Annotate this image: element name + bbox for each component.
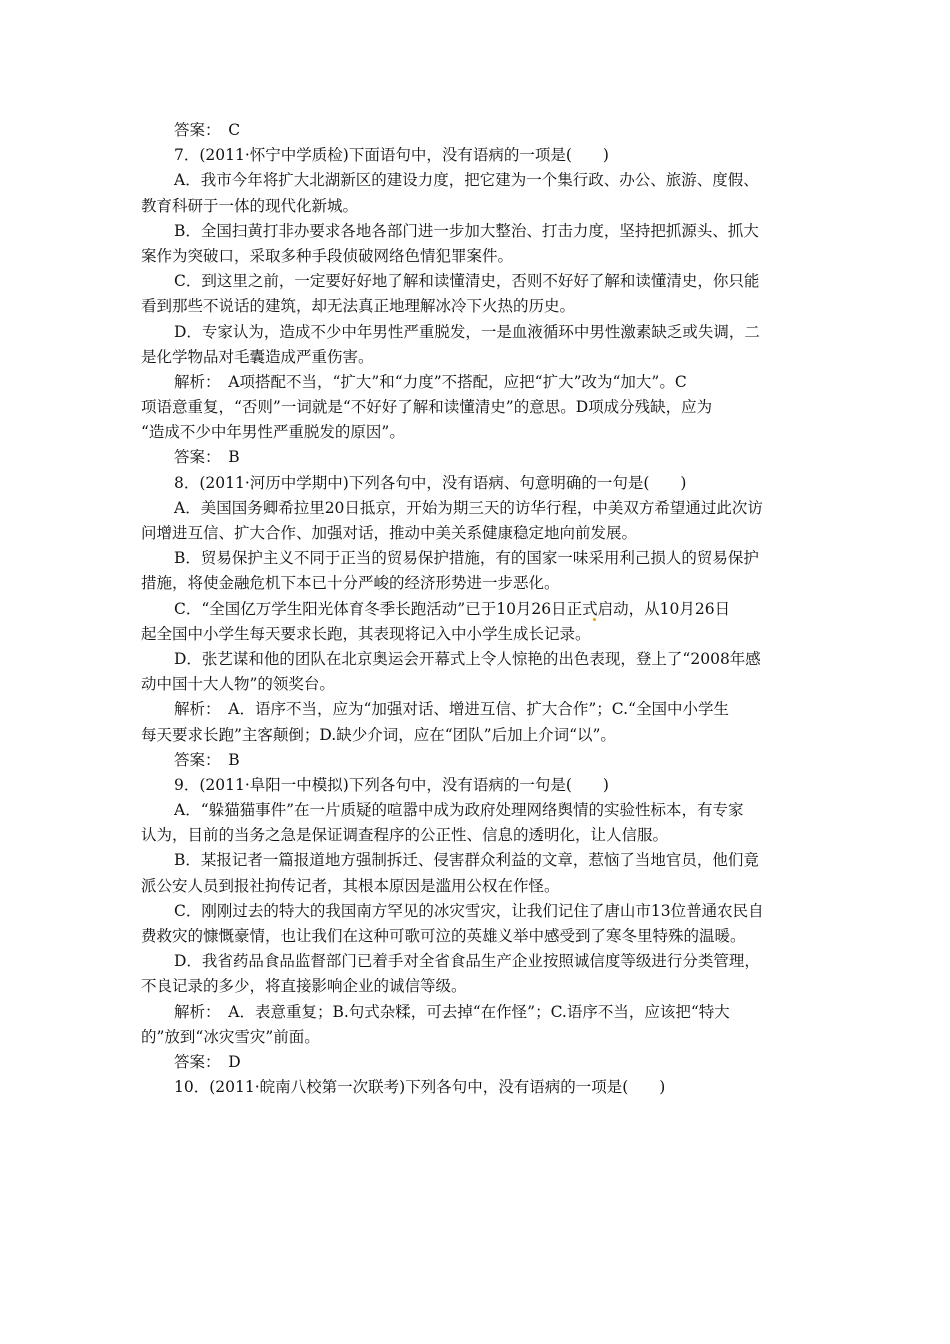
text-line: 7．(2011·怀宁中学质检)下面语句中，没有语病的一项是( ) bbox=[174, 146, 609, 165]
text-line: 问增进互信、扩大合作、加强对话，推动中美关系健康稳定地向前发展。 bbox=[141, 524, 638, 542]
text-line: 9．(2011·阜阳一中模拟)下列各句中，没有语病的一句是( ) bbox=[174, 775, 609, 794]
text-line: B．某报记者一篇报道地方强制拆迁、侵害群众利益的文章，惹恼了当地官员，他们竟 bbox=[174, 851, 759, 870]
text-line: D．张艺谋和他的团队在北京奥运会开幕式上令人惊艳的出色表现，登上了“2008年感 bbox=[174, 649, 761, 668]
text-line: D．我省药品食品监督部门已着手对全省食品生产企业按照诚信度等级进行分类管理， bbox=[174, 952, 760, 971]
text-line: 起全国中小学生每天要求长跑，其表现将记入中小学生成长记录。 bbox=[141, 624, 591, 643]
text-line: A．我市今年将扩大北湖新区的建设力度，把它建为一个集行政、办公、旅游、度假、 bbox=[174, 171, 759, 190]
text-line: C．刚刚过去的特大的我国南方罕见的冰灾雪灾，让我们记住了唐山市13位普通农民自 bbox=[174, 901, 764, 920]
document-body bbox=[141, 118, 813, 1100]
text-line: 解析： A项搭配不当，“扩大”和“力度”不搭配，应把“扩大”改为“加大”。C bbox=[174, 372, 687, 391]
text-line: 案作为突破口，采取多种手段侦破网络色情犯罪案件。 bbox=[141, 246, 514, 265]
text-line: 派公安人员到报社拘传记者，其根本原因是滥用公权在作怪。 bbox=[141, 876, 560, 895]
text-line: B．贸易保护主义不同于正当的贸易保护措施，有的国家一味采用利己损人的贸易保护 bbox=[174, 549, 759, 568]
text-line: 答案： C bbox=[174, 121, 241, 139]
text-line: C．“全国亿万学生阳光体育冬季长跑活动”已于10月26日正式启动，从10月26日 bbox=[174, 599, 731, 618]
text-line: D．专家认为，造成不少中年男性严重脱发，一是血液循环中男性激素缺乏或失调，二 bbox=[174, 322, 760, 341]
text-line: 费救灾的慷慨豪情，也让我们在这种可歌可泣的英雄义举中感受到了寒冬里特殊的温暖。 bbox=[141, 927, 746, 945]
text-line: 解析： A．语序不当，应为“加强对话、增进互信、扩大合作”；C.“全国中小学生 bbox=[174, 700, 729, 719]
text-line: 教育科研于一体的现代化新城。 bbox=[141, 196, 359, 215]
text-line: A．“躲猫猫事件”在一片质疑的喧嚣中成为政府处理网络舆情的实验性标本，有专家 bbox=[174, 801, 744, 820]
text-line: 答案： B bbox=[174, 448, 240, 467]
text-line: B．全国扫黄打非办要求各地各部门进一步加大整治、打击力度，坚持把抓源头、抓大 bbox=[174, 221, 759, 240]
text-line: 措施，将使金融危机下本已十分严峻的经济形势进一步恶化。 bbox=[141, 574, 560, 593]
text-line: C．到这里之前，一定要好好地了解和读懂清史，否则不好好了解和读懂清史，你只能 bbox=[174, 272, 760, 291]
text-line: 10．(2011·皖南八校第一次联考)下列各句中，没有语病的一项是( ) bbox=[174, 1078, 666, 1097]
text-line: 看到那些不说话的建筑，却无法真正地理解冰冷下火热的历史。 bbox=[141, 297, 576, 316]
text-line: 答案： D bbox=[174, 1052, 241, 1071]
text-line: 动中国十大人物”的领奖台。 bbox=[141, 675, 335, 694]
text-line: 的”放到“冰灾雪灾”前面。 bbox=[141, 1027, 320, 1046]
text-line: A．美国国务卿希拉里20日抵京，开始为期三天的访华行程，中美双方希望通过此次访 bbox=[174, 498, 763, 517]
text-line: 不良记录的多少，将直接影响企业的诚信等级。 bbox=[141, 977, 467, 996]
text-line: 答案： B bbox=[174, 750, 240, 769]
text-line: 认为，目前的当务之急是保证调查程序的公正性、信息的透明化，让人信服。 bbox=[141, 826, 669, 845]
text-line: 每天要求长跑”主客颠倒；D.缺少介词，应在“团队”后加上介词“以”。 bbox=[141, 725, 616, 744]
stray-mark bbox=[593, 618, 596, 621]
text-line: 8．(2011·河历中学期中)下列各句中，没有语病、句意明确的一句是( ) bbox=[174, 473, 687, 492]
text-line: 是化学物品对毛囊造成严重伤害。 bbox=[141, 347, 374, 366]
text-line: 解析： A．表意重复；B.句式杂糅，可去掉“在作怪”；C.语序不当，应该把“特大 bbox=[174, 1002, 730, 1021]
text-line: 项语意重复，“否则”一词就是“不好好了解和读懂清史”的意思。D项成分残缺，应为 bbox=[141, 398, 713, 417]
text-line: “造成不少中年男性严重脱发的原因”。 bbox=[141, 423, 405, 442]
